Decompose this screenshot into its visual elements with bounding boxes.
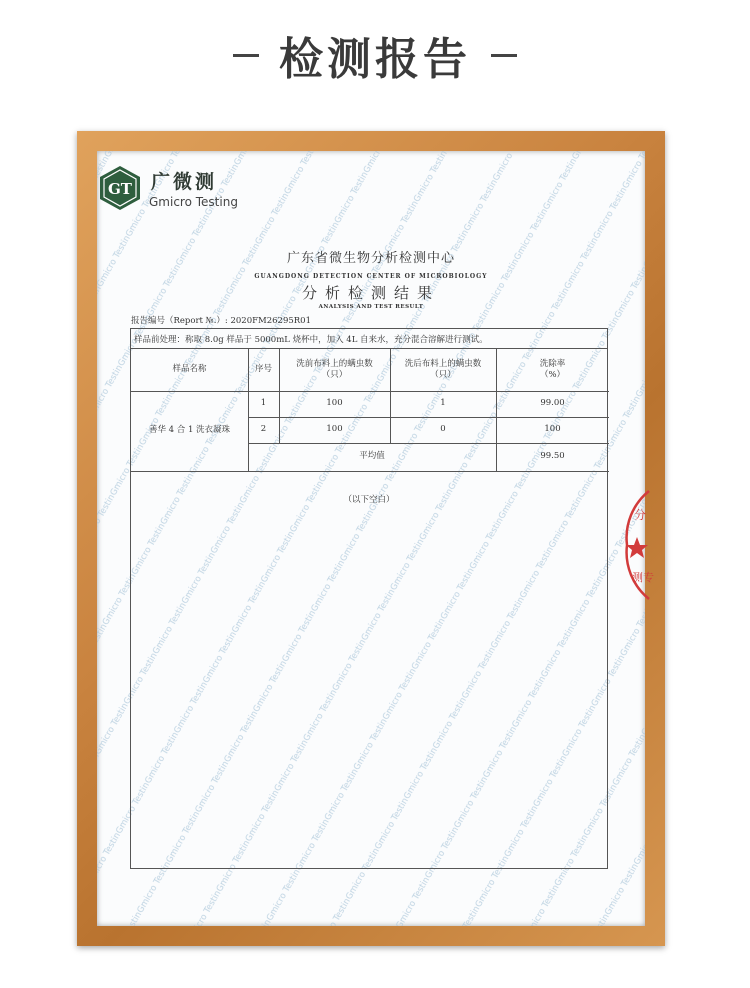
page-banner	[0, 0, 750, 110]
company-logo	[99, 163, 249, 223]
svg-text:GT: GT	[108, 180, 132, 198]
logo-badge-icon	[99, 165, 141, 211]
svg-text:分: 分	[634, 508, 647, 522]
report-title-en: ANALYSIS AND TEST RESULT	[318, 304, 424, 310]
header-mites-before: 洗前布料上的螨虫数 （只）	[296, 358, 373, 380]
header-sample-name: 样品名称	[172, 364, 207, 375]
logo-name-en: Gmicro Testing	[149, 195, 238, 209]
row-2-before: 100	[326, 424, 343, 435]
header-removal-rate: 洗除率 （%）	[539, 358, 566, 380]
right-dash	[491, 54, 517, 57]
row-1-rate: 99.00	[540, 398, 565, 409]
row-1-no: 1	[260, 398, 267, 409]
row-2-rate: 100	[544, 424, 561, 435]
left-dash	[233, 54, 259, 57]
svg-text:测专: 测专	[632, 571, 654, 584]
row-2-after: 0	[440, 424, 446, 435]
organization-name-en: GUANGDONG DETECTION CENTER OF MICROBIOLOGY	[254, 273, 488, 280]
header-mites-after: 洗后布料上的螨虫数 （只）	[404, 358, 482, 380]
report-document	[97, 151, 654, 926]
pretreatment-note: 样品前处理：称取 8.0g 样品于 5000mL 烧杯中，加入 4L 自来水，充分混合溶解进行测试。	[131, 329, 607, 349]
table-divider	[131, 471, 609, 472]
picture-frame	[77, 131, 665, 946]
average-value: 99.50	[540, 451, 565, 462]
row-2-no: 2	[260, 424, 267, 435]
logo-name-cn: 广微测	[151, 171, 218, 193]
report-number	[131, 314, 311, 326]
row-1-before: 100	[326, 398, 343, 409]
page-title: 检测报告	[279, 34, 471, 85]
results-sheet	[130, 328, 608, 869]
sample-name-cell: 善华 4 合 1 洗衣凝珠	[148, 425, 231, 436]
report-number-value: 2020FM26295R01	[230, 316, 311, 326]
official-seal	[623, 489, 654, 601]
report-title-cn: 分析检测结果	[301, 284, 440, 302]
header-serial-no: 序号	[254, 364, 272, 375]
report-number-label: 报告编号（Report №.）:	[131, 316, 228, 326]
organization-name-cn: 广东省微生物分析检测中心	[286, 251, 455, 266]
row-1-after: 1	[440, 398, 446, 409]
average-label: 平均值	[359, 451, 385, 462]
blank-below-note: （以下空白）	[343, 495, 395, 505]
